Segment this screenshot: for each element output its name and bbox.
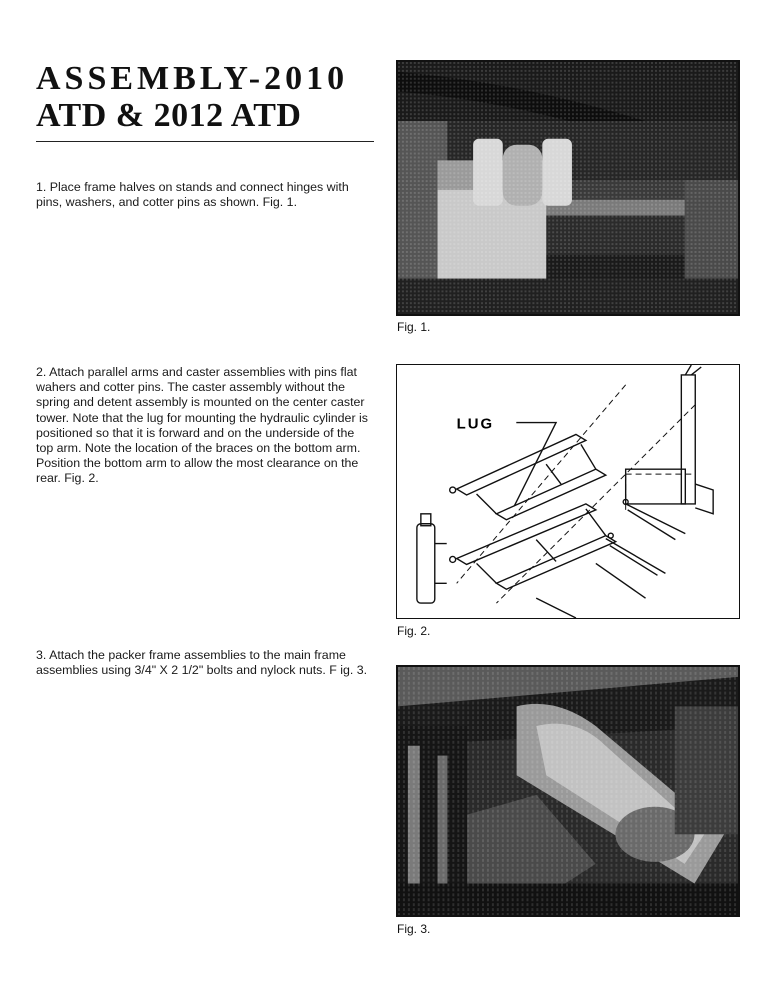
title-line-2: ATD & 2012 ATD (36, 97, 302, 134)
packer-frame-photo (398, 667, 738, 915)
step-1-text: 1. Place frame halves on stands and connect hinges with pins, washers, and cotter pins as shown. Fig. 1. (36, 180, 349, 210)
title-divider (36, 141, 374, 142)
figure-2-caption: Fig. 2. (397, 624, 431, 638)
figure-3-photo (396, 665, 740, 917)
lug-callout-label: LUG (456, 416, 495, 433)
figure-2-diagram (396, 364, 740, 619)
step-3-text: 3. Attach the packer frame assemblies to the main frame assemblies using 3/4" X 2 1/2" bolts and nylock nuts. F ig. 3. (36, 648, 368, 678)
figure-3-caption: Fig. 3. (397, 922, 431, 936)
page-title (36, 60, 376, 134)
figure-1-photo (396, 60, 740, 316)
step-2-text: 2. Attach parallel arms and caster assemblies with pins flat wahers and cotter pins. The caster assembly without the spring and detent assembly is mounted on the center caster tower. Note that the lug for mounting the hydraulic cylinder is positioned so that it is forward and on the underside of the top arm. Note the location of the braces on the bottom arm. Position the bottom arm to allow the most clearance on the rear. Fig. 2. (36, 365, 368, 486)
title-line-1: ASSEMBLY-2010 (36, 60, 349, 97)
frame-hinge-photo (398, 62, 738, 314)
figure-1-caption: Fig. 1. (397, 320, 431, 334)
parallel-arm-exploded-drawing (397, 365, 739, 618)
